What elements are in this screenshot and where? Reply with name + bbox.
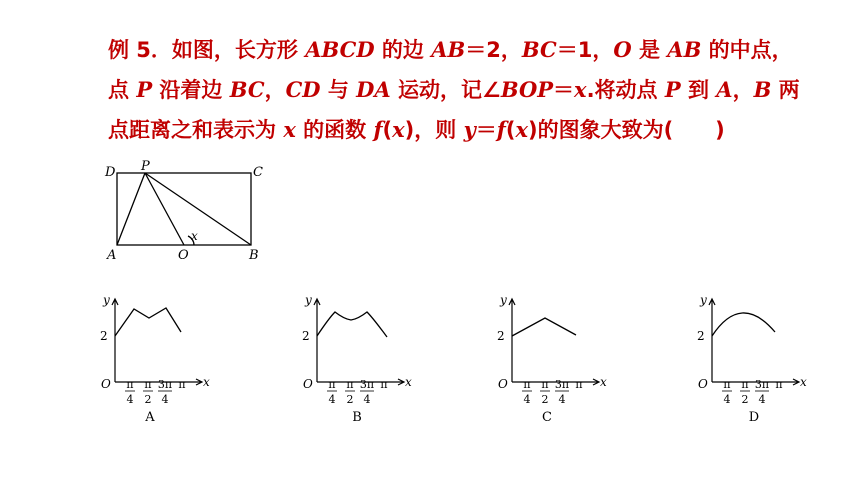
tick-pi2-den: 2 (741, 393, 749, 406)
tick-pi: π (575, 378, 583, 391)
y-tick-2: 2 (497, 329, 505, 343)
y-tick-2: 2 (100, 329, 108, 343)
graph-option-b (297, 290, 427, 430)
tick-3pi4-num: 3π (554, 378, 570, 391)
origin-label: O (101, 377, 111, 391)
option-label: B (352, 410, 362, 425)
rectangle-figure (100, 158, 280, 268)
tick-pi2-den: 2 (144, 393, 152, 406)
tick-3pi4-den: 4 (161, 393, 169, 406)
origin-label: O (498, 377, 508, 391)
x-label: x (203, 375, 210, 389)
option-label: C (542, 410, 552, 425)
tick-3pi4-den: 4 (758, 393, 766, 406)
tick-3pi4-den: 4 (363, 393, 371, 406)
label-b: B (249, 248, 259, 263)
tick-3pi4-num: 3π (359, 378, 375, 391)
problem-line-1: 例 5．如图，长方形 ABCD 的边 AB＝2，BC＝1，O 是 AB 的中点， (108, 37, 793, 62)
tick-pi: π (775, 378, 783, 391)
tick-pi4-den: 4 (523, 393, 531, 406)
tick-pi4-num: π (523, 378, 531, 391)
tick-pi4-den: 4 (126, 393, 134, 406)
problem-line-3: 点距离之和表示为 x 的函数 f(x)，则 y＝f(x)的图象大致为( ) (108, 117, 725, 142)
tick-pi2-den: 2 (541, 393, 549, 406)
tick-pi2-num: π (144, 378, 152, 391)
y-tick-2: 2 (302, 329, 310, 343)
rectangle-abcd (117, 173, 251, 245)
tick-pi: π (380, 378, 388, 391)
curve (317, 312, 387, 337)
origin-label: O (698, 377, 708, 391)
graph-option-d (692, 290, 822, 430)
tick-pi2-num: π (346, 378, 354, 391)
x-label: x (600, 375, 607, 389)
segment-pa (117, 173, 145, 245)
tick-3pi4-num: 3π (754, 378, 770, 391)
tick-3pi4-num: 3π (157, 378, 173, 391)
x-label: x (405, 375, 412, 389)
tick-pi2-num: π (541, 378, 549, 391)
y-label: y (305, 293, 312, 307)
y-label: y (500, 293, 507, 307)
angle-label-x: x (191, 229, 198, 243)
curve (115, 308, 181, 336)
tick-3pi4-den: 4 (558, 393, 566, 406)
curve (712, 313, 775, 336)
tick-pi4-num: π (126, 378, 134, 391)
label-d: D (105, 165, 116, 180)
label-p: P (141, 159, 150, 174)
problem-statement (108, 30, 828, 150)
tick-pi4-num: π (723, 378, 731, 391)
option-label: D (748, 410, 760, 425)
tick-pi4-den: 4 (723, 393, 731, 406)
curve (512, 318, 576, 336)
tick-pi4-num: π (328, 378, 336, 391)
x-label: x (800, 375, 807, 389)
graph-option-c (492, 290, 622, 430)
origin-label: O (303, 377, 313, 391)
graph-option-a (95, 290, 225, 430)
y-tick-2: 2 (697, 329, 705, 343)
y-label: y (103, 293, 110, 307)
problem-line-2: 点 P 沿着边 BC，CD 与 DA 运动，记∠BOP＝x.将动点 P 到 A，B 两 (108, 77, 800, 102)
tick-pi: π (178, 378, 186, 391)
label-c: C (253, 165, 263, 180)
label-o: O (178, 248, 189, 263)
tick-pi4-den: 4 (328, 393, 336, 406)
y-label: y (700, 293, 707, 307)
tick-pi2-num: π (741, 378, 749, 391)
option-label: A (145, 410, 155, 425)
tick-pi2-den: 2 (346, 393, 354, 406)
segment-po (145, 173, 184, 245)
label-a: A (107, 248, 117, 263)
segment-pb (145, 173, 251, 245)
